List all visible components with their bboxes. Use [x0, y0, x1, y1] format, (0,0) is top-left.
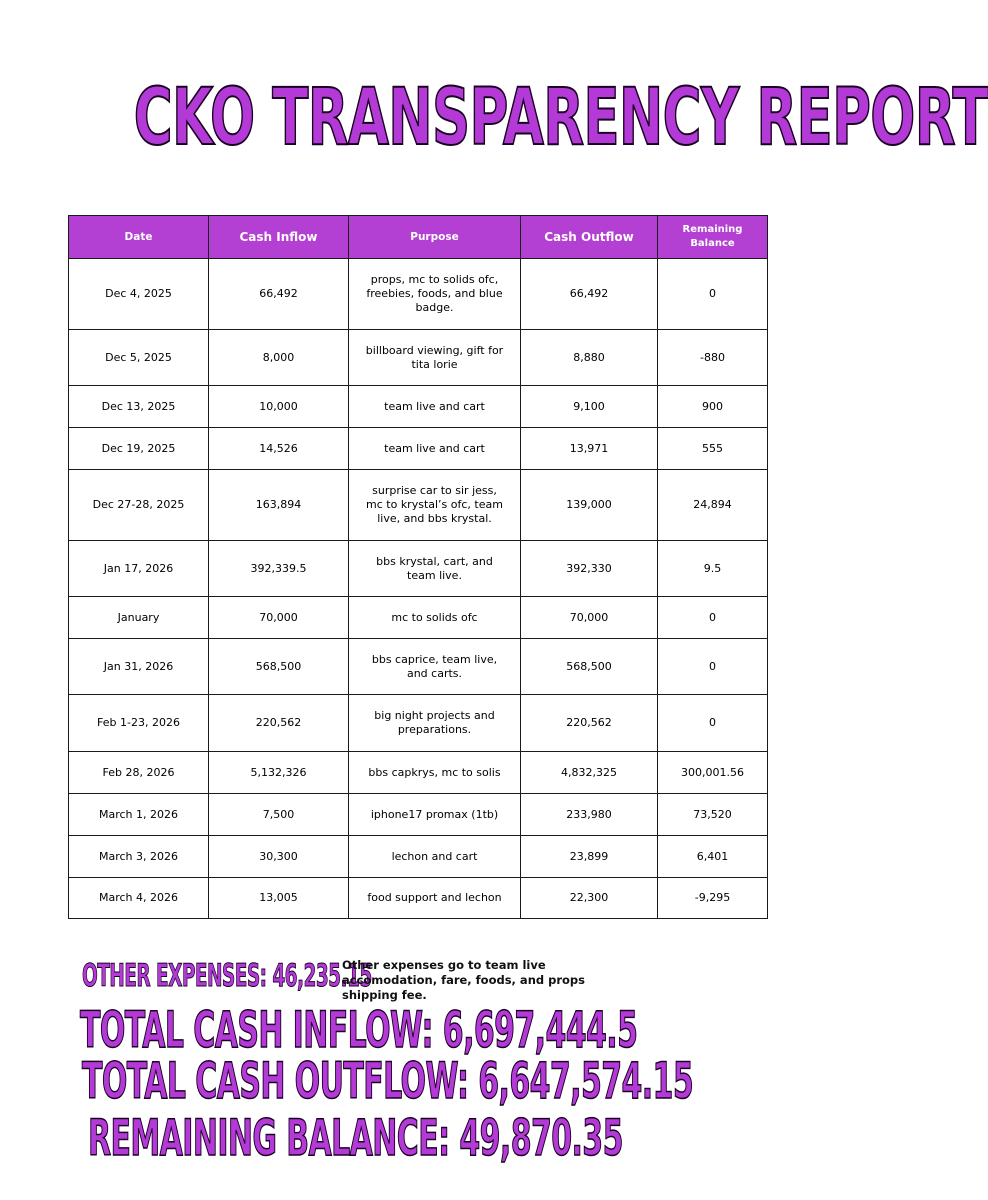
cell-purpose: bbs capkrys, mc to solis: [349, 752, 521, 794]
cell-cash-outflow: 22,300: [521, 878, 658, 919]
header-cash-inflow: Cash Inflow: [209, 216, 349, 259]
header-remaining-balance: Remaining Balance: [658, 216, 768, 259]
cell-cash-inflow: 66,492: [209, 259, 349, 330]
cell-purpose: bbs caprice, team live, and carts.: [349, 639, 521, 695]
cell-cash-outflow: 9,100: [521, 386, 658, 428]
cell-remaining-balance: -880: [658, 330, 768, 386]
cell-remaining-balance: 9.5: [658, 541, 768, 597]
transparency-table: [68, 215, 768, 919]
other-expenses-note: Other expenses go to team live accomodation, fare, foods, and props shipping fee.: [342, 958, 585, 1002]
cell-date: Feb 1-23, 2026: [69, 695, 209, 752]
table-row: [69, 597, 768, 639]
cell-date: January: [69, 597, 209, 639]
total-cash-outflow: TOTAL CASH OUTFLOW: 6,647,574.15: [82, 1052, 694, 1110]
cell-cash-inflow: 70,000: [209, 597, 349, 639]
cell-date: March 1, 2026: [69, 794, 209, 836]
total-cash-inflow: TOTAL CASH INFLOW: 6,697,444.5: [80, 1001, 638, 1059]
cell-cash-inflow: 30,300: [209, 836, 349, 878]
cell-cash-inflow: 568,500: [209, 639, 349, 695]
cell-cash-outflow: 8,880: [521, 330, 658, 386]
table-row: [69, 386, 768, 428]
table-row: [69, 752, 768, 794]
cell-remaining-balance: 24,894: [658, 470, 768, 541]
cell-date: Feb 28, 2026: [69, 752, 209, 794]
cell-remaining-balance: 300,001.56: [658, 752, 768, 794]
cell-purpose: iphone17 promax (1tb): [349, 794, 521, 836]
cell-cash-inflow: 10,000: [209, 386, 349, 428]
cell-cash-inflow: 163,894: [209, 470, 349, 541]
table-header-row: [69, 216, 768, 259]
cell-purpose: bbs krystal, cart, and team live.: [349, 541, 521, 597]
report-title: CKO TRANSPARENCY REPORT: [133, 73, 988, 163]
cell-cash-outflow: 23,899: [521, 836, 658, 878]
cell-date: March 4, 2026: [69, 878, 209, 919]
cell-purpose: mc to solids ofc: [349, 597, 521, 639]
cell-remaining-balance: 555: [658, 428, 768, 470]
cell-purpose: big night projects and preparations.: [349, 695, 521, 752]
cell-cash-outflow: 4,832,325: [521, 752, 658, 794]
cell-remaining-balance: 0: [658, 639, 768, 695]
table-row: [69, 541, 768, 597]
cell-remaining-balance: 0: [658, 597, 768, 639]
table-body: [69, 259, 768, 919]
table-row: [69, 639, 768, 695]
cell-date: March 3, 2026: [69, 836, 209, 878]
table-row: [69, 428, 768, 470]
header-purpose: Purpose: [349, 216, 521, 259]
cell-remaining-balance: 900: [658, 386, 768, 428]
cell-cash-outflow: 568,500: [521, 639, 658, 695]
table-row: [69, 695, 768, 752]
cell-cash-inflow: 392,339.5: [209, 541, 349, 597]
cell-cash-outflow: 220,562: [521, 695, 658, 752]
cell-date: Dec 13, 2025: [69, 386, 209, 428]
cell-cash-inflow: 5,132,326: [209, 752, 349, 794]
cell-date: Jan 31, 2026: [69, 639, 209, 695]
cell-remaining-balance: 73,520: [658, 794, 768, 836]
cell-cash-outflow: 392,330: [521, 541, 658, 597]
cell-purpose: food support and lechon: [349, 878, 521, 919]
header-date: Date: [69, 216, 209, 259]
table-row: [69, 836, 768, 878]
cell-cash-inflow: 13,005: [209, 878, 349, 919]
cell-purpose: team live and cart: [349, 386, 521, 428]
table-row: [69, 794, 768, 836]
table-row: [69, 470, 768, 541]
cell-cash-outflow: 233,980: [521, 794, 658, 836]
cell-cash-inflow: 8,000: [209, 330, 349, 386]
remaining-balance-total: REMAINING BALANCE: 49,870.35: [88, 1109, 623, 1167]
cell-date: Dec 5, 2025: [69, 330, 209, 386]
cell-date: Jan 17, 2026: [69, 541, 209, 597]
cell-cash-inflow: 220,562: [209, 695, 349, 752]
cell-purpose: team live and cart: [349, 428, 521, 470]
cell-cash-outflow: 66,492: [521, 259, 658, 330]
cell-date: Dec 19, 2025: [69, 428, 209, 470]
cell-date: Dec 4, 2025: [69, 259, 209, 330]
cell-cash-inflow: 7,500: [209, 794, 349, 836]
cell-date: Dec 27-28, 2025: [69, 470, 209, 541]
header-cash-outflow: Cash Outflow: [521, 216, 658, 259]
other-expenses-label: OTHER EXPENSES: 46,235.15: [82, 958, 372, 994]
cell-remaining-balance: 6,401: [658, 836, 768, 878]
table-row: [69, 330, 768, 386]
table-row: [69, 878, 768, 919]
cell-remaining-balance: 0: [658, 695, 768, 752]
table-row: [69, 259, 768, 330]
cell-cash-outflow: 13,971: [521, 428, 658, 470]
cell-remaining-balance: -9,295: [658, 878, 768, 919]
cell-cash-outflow: 70,000: [521, 597, 658, 639]
cell-remaining-balance: 0: [658, 259, 768, 330]
cell-cash-inflow: 14,526: [209, 428, 349, 470]
cell-cash-outflow: 139,000: [521, 470, 658, 541]
cell-purpose: lechon and cart: [349, 836, 521, 878]
cell-purpose: billboard viewing, gift for tita lorie: [349, 330, 521, 386]
cell-purpose: surprise car to sir jess, mc to krystal’s ofc, team live, and bbs krystal.: [349, 470, 521, 541]
cell-purpose: props, mc to solids ofc, freebies, foods, and blue badge.: [349, 259, 521, 330]
